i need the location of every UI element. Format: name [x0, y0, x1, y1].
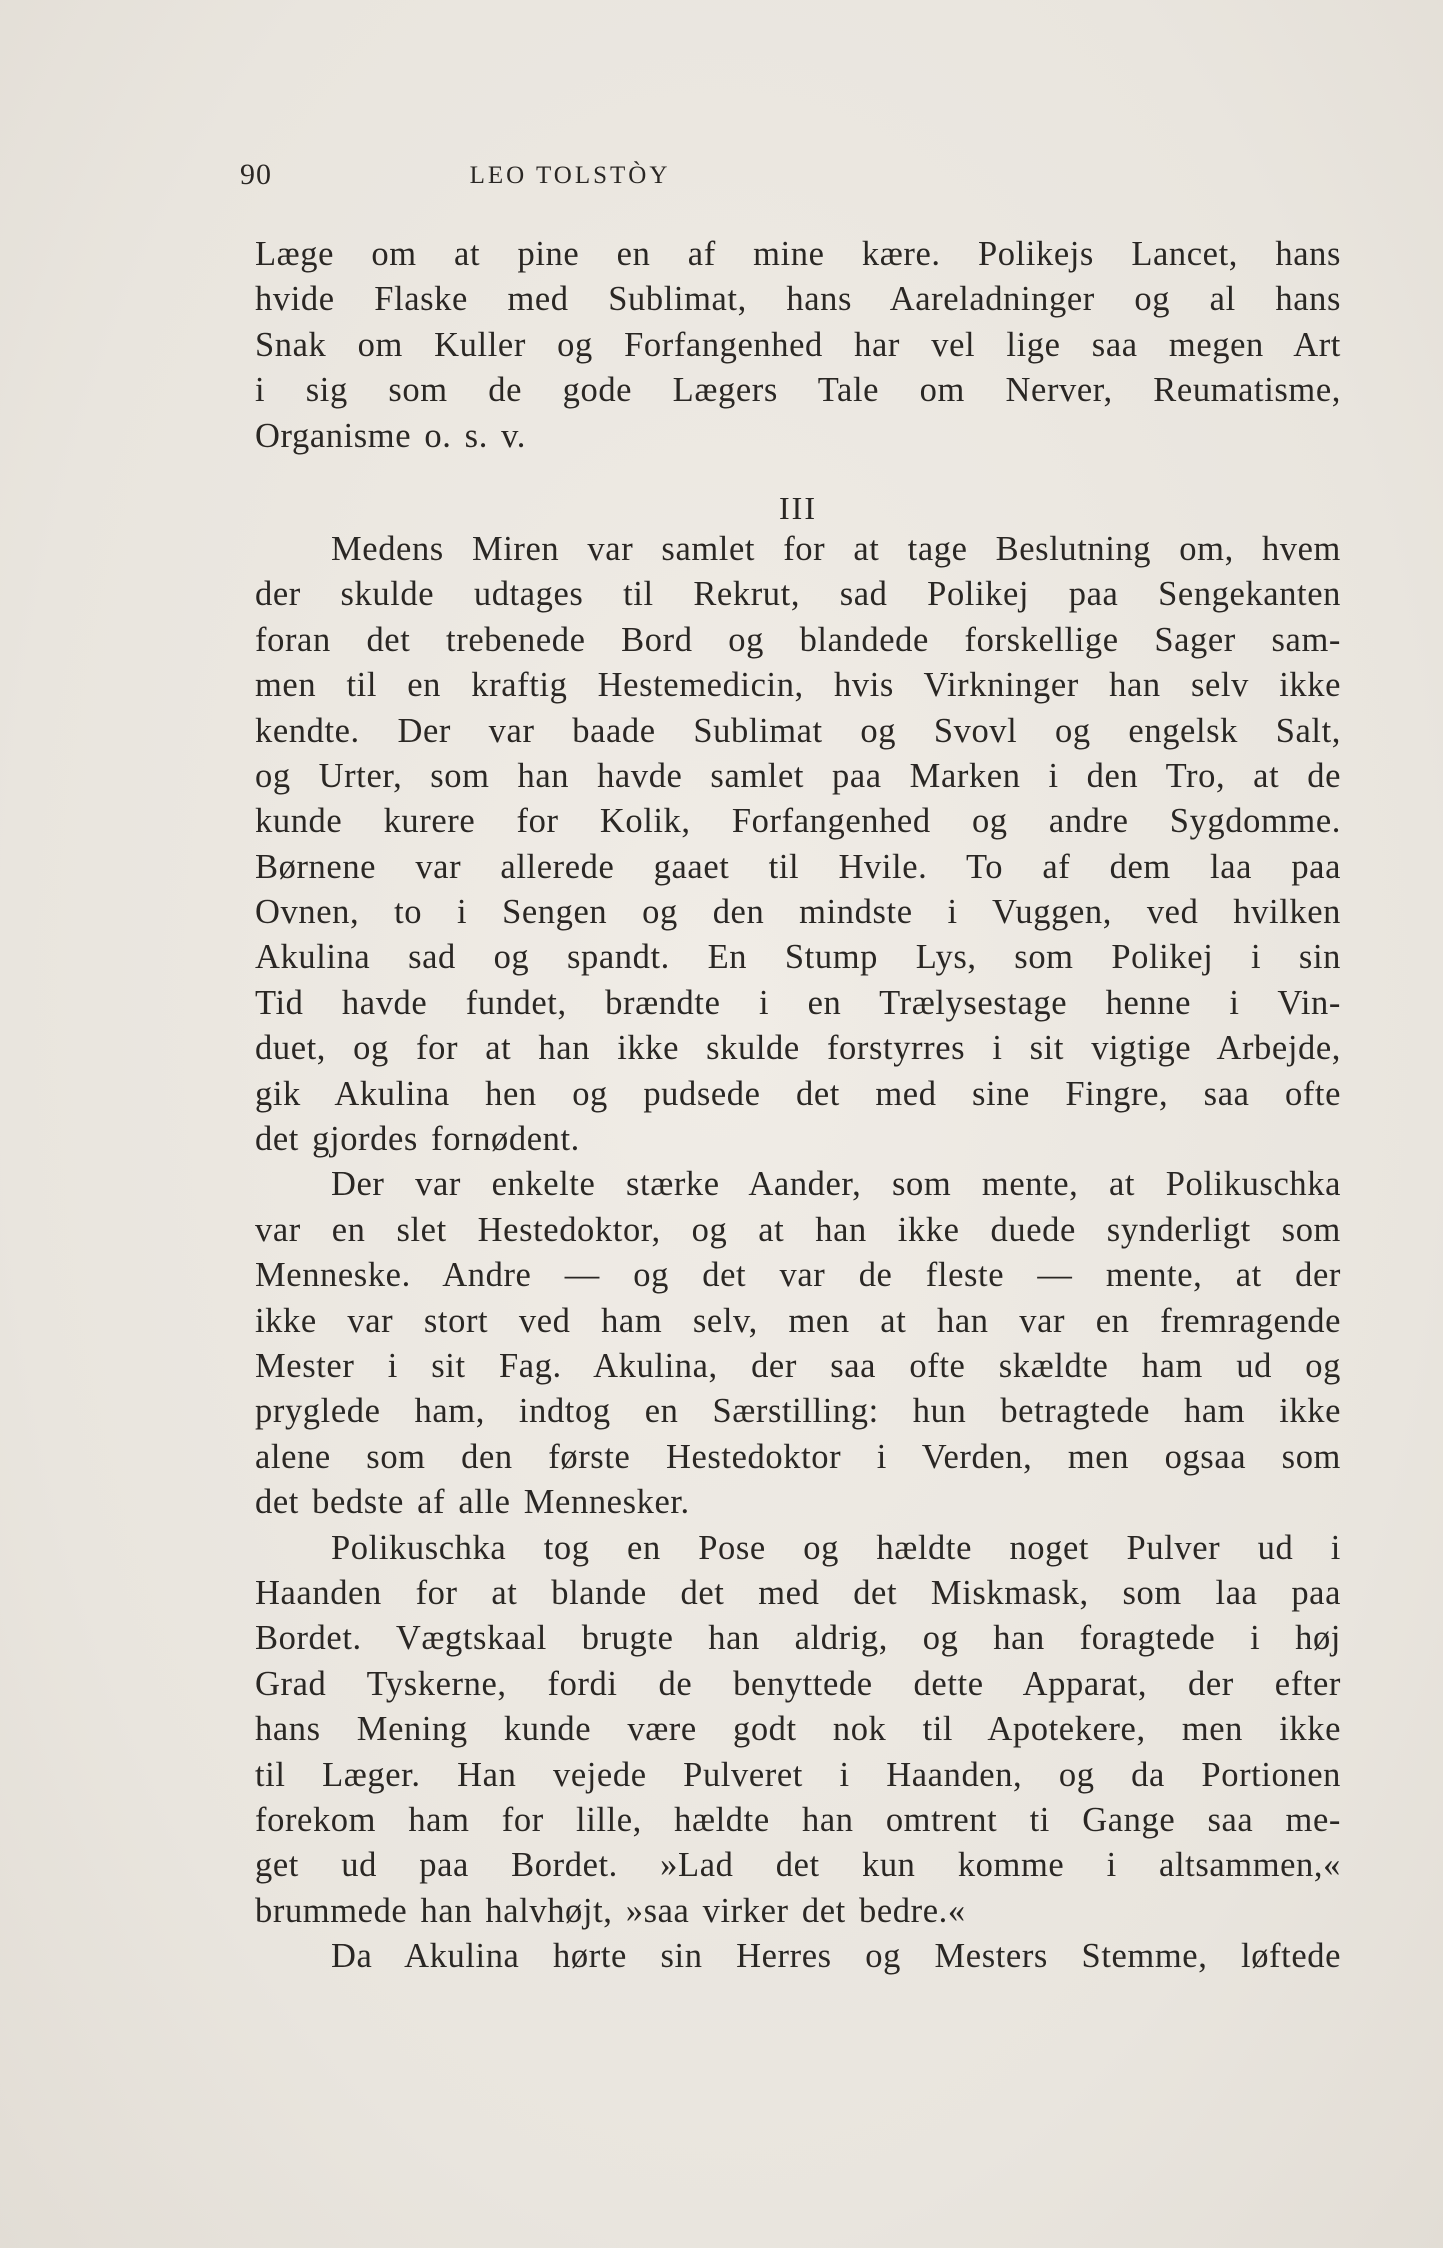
text-line: Snak om Kuller og Forfangenhed har vel lige saa megen Art [255, 325, 1341, 364]
text-line: Grad Tyskerne, fordi de benyttede dette Apparat, der efter [255, 1664, 1341, 1703]
text-line: Polikuschka tog en Pose og hældte noget Pulver ud i [331, 1528, 1341, 1567]
text-line: forekom ham for lille, hældte han omtrent ti Gange saa me- [255, 1800, 1341, 1839]
paragraph [255, 1162, 1341, 1525]
text-line: Bordet. Vægtskaal brugte han aldrig, og han foragtede i høj [255, 1619, 1341, 1658]
text-line: hans Mening kunde være godt nok til Apotekere, men ikke [255, 1710, 1341, 1749]
paragraph [255, 1526, 1341, 1935]
text-line: Da Akulina hørte sin Herres og Mesters Stemme, løftede [331, 1937, 1341, 1976]
text-line: brummede han halvhøjt, »saa virker det bedre.« [255, 1891, 966, 1930]
text-line: Tid havde fundet, brændte i en Trælysestage henne i Vin- [255, 983, 1341, 1022]
page-number: 90 [240, 158, 272, 191]
text-line: men til en kraftig Hestemedicin, hvis Virkninger han selv ikke [255, 666, 1341, 705]
section-heading: III [779, 489, 817, 526]
text-line: pryglede ham, indtog en Særstilling: hun betragtede ham ikke [255, 1392, 1341, 1431]
text-line: Medens Miren var samlet for at tage Beslutning om, hvem [331, 529, 1341, 568]
text-line: Læge om at pine en af mine kære. Polikejs Lancet, hans [255, 235, 1341, 273]
text-line: det gjordes fornødent. [255, 1120, 580, 1159]
text-line: Haanden for at blande det med det Miskmask, som laa paa [255, 1573, 1341, 1612]
body-text [255, 232, 1341, 1979]
paragraph [255, 527, 1341, 1162]
text-line: get ud paa Bordet. »Lad det kun komme i altsammen,« [255, 1846, 1341, 1885]
text-line: Menneske. Andre — og det var de fleste — mente, at der [255, 1256, 1341, 1295]
paragraph [255, 1934, 1341, 1979]
text-line: alene som den første Hestedoktor i Verden, men ogsaa som [255, 1437, 1341, 1476]
text-line: Akulina sad og spandt. En Stump Lys, som Polikej i sin [255, 938, 1341, 977]
page-header [240, 158, 900, 198]
text-line: duet, og for at han ikke skulde forstyrres i sit vigtige Arbejde, [255, 1029, 1341, 1068]
text-line: gik Akulina hen og pudsede det med sine Fingre, saa ofte [255, 1074, 1341, 1113]
text-line: var en slet Hestedoktor, og at han ikke duede synderligt som [255, 1210, 1341, 1249]
text-line: foran det trebenede Bord og blandede forskellige Sager sam- [255, 620, 1341, 659]
text-line: Ovnen, to i Sengen og den mindste i Vuggen, ved hvilken [255, 893, 1341, 932]
text-line: kunde kurere for Kolik, Forfangenhed og andre Sygdomme. [255, 802, 1341, 841]
text-line: der skulde udtages til Rekrut, sad Polikej paa Sengekanten [255, 575, 1341, 614]
text-line: ikke var stort ved ham selv, men at han var en fremragende [255, 1301, 1341, 1340]
text-line: Børnene var allerede gaaet til Hvile. To af dem laa paa [255, 847, 1341, 886]
text-line: Mester i sit Fag. Akulina, der saa ofte skældte ham ud og [255, 1346, 1341, 1385]
text-line: kendte. Der var baade Sublimat og Svovl og engelsk Salt, [255, 711, 1341, 750]
paragraph-continued [255, 232, 1341, 459]
text-line: det bedste af alle Mennesker. [255, 1483, 690, 1522]
text-line: til Læger. Han vejede Pulveret i Haanden, og da Portionen [255, 1755, 1341, 1794]
text-line: hvide Flaske med Sublimat, hans Aareladninger og al hans [255, 280, 1341, 319]
text-line: i sig som de gode Lægers Tale om Nerver, Reumatisme, [255, 371, 1341, 410]
running-title: LEO TOLSTÒY [469, 162, 671, 189]
text-line: Der var enkelte stærke Aander, som mente, at Polikuschka [331, 1165, 1341, 1204]
text-line: Organisme o. s. v. [255, 416, 526, 455]
text-line: og Urter, som han havde samlet paa Marken i den Tro, at de [255, 756, 1341, 795]
